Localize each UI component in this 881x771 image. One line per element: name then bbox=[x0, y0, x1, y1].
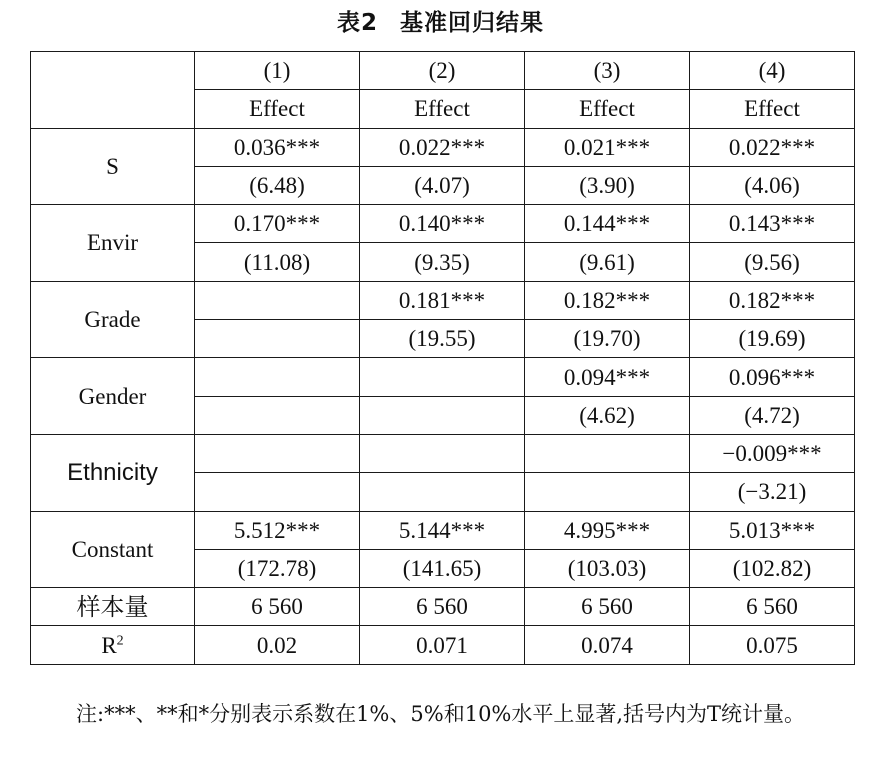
regression-table bbox=[30, 51, 855, 665]
coef-cell: 5.013*** bbox=[690, 511, 855, 549]
column-number: (1) bbox=[195, 52, 360, 90]
t-stat-cell bbox=[195, 320, 360, 358]
t-stat-cell bbox=[195, 473, 360, 511]
row-label-gender: Gender bbox=[31, 358, 195, 435]
coef-cell: −0.009*** bbox=[690, 434, 855, 472]
coef-cell bbox=[360, 434, 525, 472]
column-header: Effect bbox=[525, 90, 690, 128]
coef-cell: 0.022*** bbox=[690, 128, 855, 166]
t-stat-cell: (4.06) bbox=[690, 166, 855, 204]
sample-size-cell: 6 560 bbox=[195, 588, 360, 626]
t-stat-cell: (3.90) bbox=[525, 166, 690, 204]
t-stat-cell: (9.56) bbox=[690, 243, 855, 281]
ethnicity-coef-row bbox=[31, 434, 855, 472]
t-stat-cell: (102.82) bbox=[690, 549, 855, 587]
r-squared-row bbox=[31, 626, 855, 664]
t-stat-cell: (4.72) bbox=[690, 396, 855, 434]
coef-cell: 4.995*** bbox=[525, 511, 690, 549]
t-stat-cell: (4.62) bbox=[525, 396, 690, 434]
coef-cell bbox=[525, 434, 690, 472]
r-squared-exponent: 2 bbox=[116, 632, 124, 648]
coef-cell: 5.512*** bbox=[195, 511, 360, 549]
table-note: 注:***、**和*分别表示系数在1%、5%和10%水平上显著,括号内为T统计量。 bbox=[76, 702, 806, 726]
row-label-ethnicity: Ethnicity bbox=[31, 434, 195, 511]
t-stat-cell: (11.08) bbox=[195, 243, 360, 281]
r-squared-cell: 0.074 bbox=[525, 626, 690, 664]
coef-cell: 0.096*** bbox=[690, 358, 855, 396]
r-squared-cell: 0.071 bbox=[360, 626, 525, 664]
coef-cell: 0.182*** bbox=[525, 281, 690, 319]
sample-size-row bbox=[31, 588, 855, 626]
t-stat-cell bbox=[525, 473, 690, 511]
row-label-constant: Constant bbox=[31, 511, 195, 588]
table-title bbox=[0, 4, 881, 37]
row-label-grade: Grade bbox=[31, 281, 195, 358]
t-stat-cell: (19.55) bbox=[360, 320, 525, 358]
column-header: Effect bbox=[360, 90, 525, 128]
sample-size-cell: 6 560 bbox=[690, 588, 855, 626]
coef-cell bbox=[195, 434, 360, 472]
column-number-row bbox=[31, 52, 855, 90]
constant-coef-row bbox=[31, 511, 855, 549]
envir-coef-row bbox=[31, 205, 855, 243]
t-stat-cell: (−3.21) bbox=[690, 473, 855, 511]
s-coef-row bbox=[31, 128, 855, 166]
t-stat-cell bbox=[360, 396, 525, 434]
sample-size-cell: 6 560 bbox=[525, 588, 690, 626]
t-stat-cell: (19.70) bbox=[525, 320, 690, 358]
coef-cell: 0.144*** bbox=[525, 205, 690, 243]
coef-cell: 0.170*** bbox=[195, 205, 360, 243]
coef-cell: 0.036*** bbox=[195, 128, 360, 166]
row-label-envir: Envir bbox=[31, 205, 195, 282]
coef-cell: 0.022*** bbox=[360, 128, 525, 166]
t-stat-cell: (9.61) bbox=[525, 243, 690, 281]
coef-cell: 0.143*** bbox=[690, 205, 855, 243]
column-number: (2) bbox=[360, 52, 525, 90]
row-label-r-squared bbox=[31, 626, 195, 664]
column-number: (3) bbox=[525, 52, 690, 90]
coef-cell: 0.094*** bbox=[525, 358, 690, 396]
coef-cell bbox=[195, 281, 360, 319]
coef-cell: 0.140*** bbox=[360, 205, 525, 243]
grade-coef-row bbox=[31, 281, 855, 319]
r-squared-cell: 0.02 bbox=[195, 626, 360, 664]
t-stat-cell: (9.35) bbox=[360, 243, 525, 281]
r-squared-cell: 0.075 bbox=[690, 626, 855, 664]
t-stat-cell: (19.69) bbox=[690, 320, 855, 358]
coef-cell bbox=[360, 358, 525, 396]
r-squared-letter: R bbox=[101, 632, 117, 658]
column-header: Effect bbox=[195, 90, 360, 128]
corner-cell bbox=[31, 52, 195, 129]
sample-size-cell: 6 560 bbox=[360, 588, 525, 626]
row-label-sample-size: 样本量 bbox=[31, 588, 195, 626]
t-stat-cell: (141.65) bbox=[360, 549, 525, 587]
coef-cell bbox=[195, 358, 360, 396]
coef-cell: 0.181*** bbox=[360, 281, 525, 319]
t-stat-cell bbox=[360, 473, 525, 511]
t-stat-cell: (103.03) bbox=[525, 549, 690, 587]
t-stat-cell: (172.78) bbox=[195, 549, 360, 587]
coef-cell: 0.182*** bbox=[690, 281, 855, 319]
table-number: 表2 bbox=[336, 10, 378, 36]
coef-cell: 5.144*** bbox=[360, 511, 525, 549]
t-stat-cell: (6.48) bbox=[195, 166, 360, 204]
table-caption: 基准回归结果 bbox=[400, 10, 544, 36]
t-stat-cell bbox=[195, 396, 360, 434]
row-label-s: S bbox=[31, 128, 195, 205]
coef-cell: 0.021*** bbox=[525, 128, 690, 166]
column-number: (4) bbox=[690, 52, 855, 90]
column-header: Effect bbox=[690, 90, 855, 128]
gender-coef-row bbox=[31, 358, 855, 396]
t-stat-cell: (4.07) bbox=[360, 166, 525, 204]
